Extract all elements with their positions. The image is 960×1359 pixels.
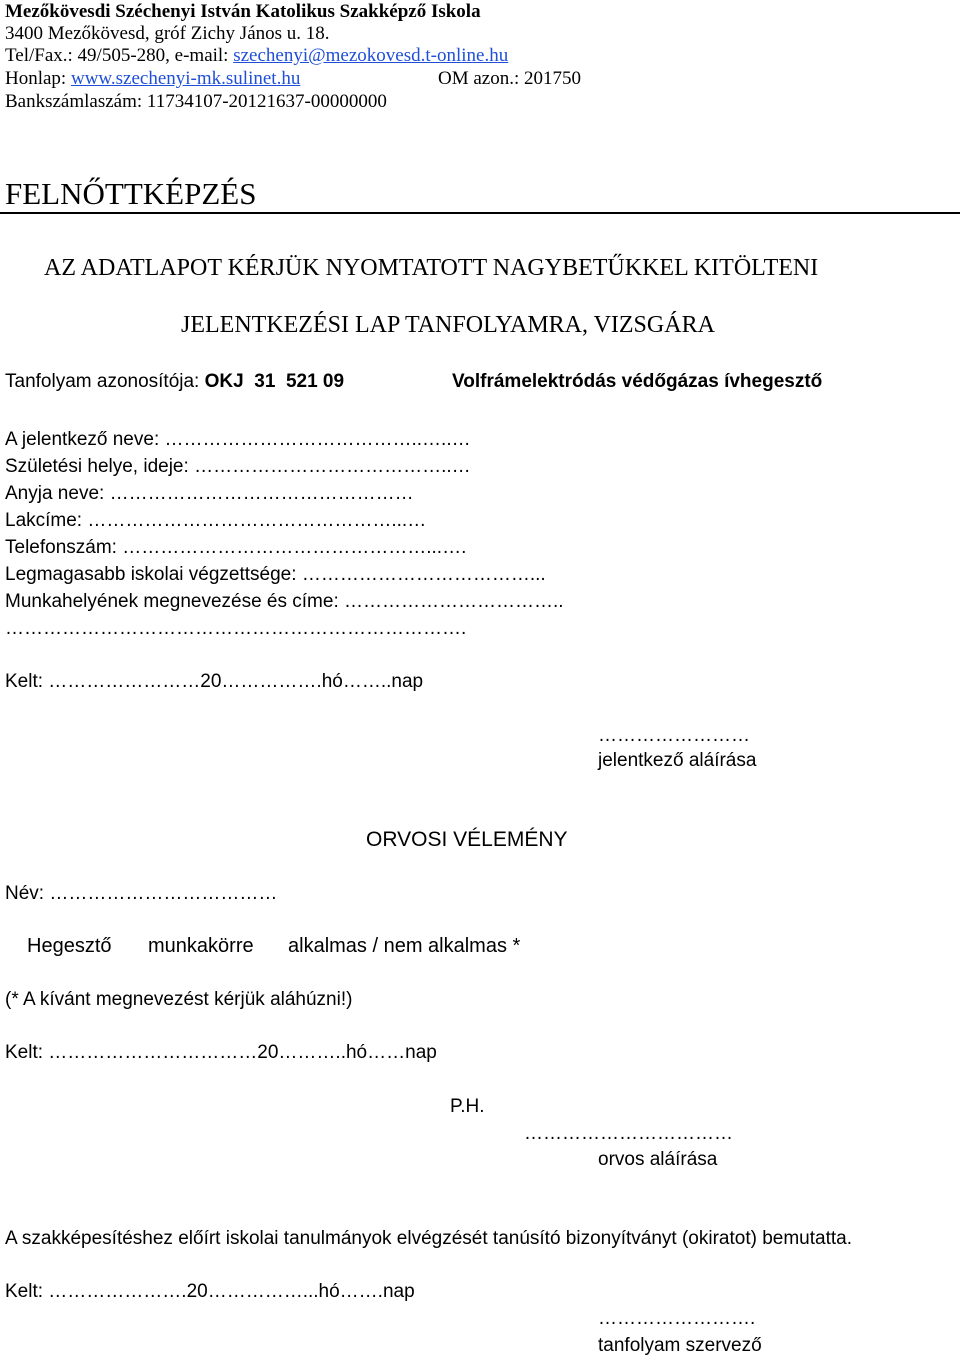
field-label: Lakcíme: [5, 510, 88, 531]
phone-field[interactable] [5, 538, 466, 557]
course-row [5, 372, 344, 391]
doctor-signature-line[interactable]: …………………………… [524, 1123, 733, 1144]
website-link[interactable]: www.szechenyi-mk.sulinet.hu [70, 68, 301, 89]
fill-line: ………………………………………… [109, 483, 414, 504]
fill-line: …………………………………………...… [87, 510, 427, 531]
stamp-placeholder: P.H. [450, 1096, 485, 1117]
field-label: Telefonszám: [5, 537, 123, 558]
school-address: 3400 Mezőkövesd, gróf Zichy János u. 18. [5, 23, 330, 44]
job-label: munkakörre [148, 935, 254, 957]
form-title: JELENTKEZÉSI LAP TANFOLYAMRA, VIZSGÁRA [181, 312, 715, 338]
fitness-verdict[interactable]: alkalmas / nem alkalmas * [288, 935, 521, 957]
contact-line [5, 46, 508, 65]
instruction-text: AZ ADATLAPOT KÉRJÜK NYOMTATOTT NAGYBETŰKKEL KITÖLTENI [44, 255, 819, 281]
telfax-label: Tel/Fax.: 49/505-280, e-mail: [5, 45, 234, 66]
email-link[interactable]: szechenyi@mezokovesd.t-online.hu [233, 45, 509, 66]
date-line-applicant[interactable]: Kelt: ……………………20…………….hó……..nap [5, 671, 424, 692]
school-name: Mezőkövesdi Széchenyi István Katolikus Szakképző Iskola [5, 1, 481, 22]
course-name: Volfrámelektródás védőgázas ívhegesztő [452, 371, 823, 392]
address-field[interactable] [5, 511, 426, 530]
certificate-statement: A szakképesítéshez előírt iskolai tanulmányok elvégzését tanúsító bizonyítványt (okiratot) bemutatta. [5, 1228, 852, 1249]
web-line [5, 69, 300, 88]
mother-name-field[interactable] [5, 484, 414, 503]
job-name: Hegesztő [27, 935, 112, 957]
underline-note: (* A kívánt megnevezést kérjük aláhúzni!) [5, 989, 353, 1010]
fill-line: …………………………………..… [194, 456, 471, 477]
medical-name-line[interactable]: Név: ……………………………… [5, 883, 278, 904]
section-title: FELNŐTTKÉPZÉS [5, 176, 257, 211]
field-label: Legmagasabb iskolai végzettsége: [5, 564, 302, 585]
applicant-signature-label: jelentkező aláírása [598, 750, 757, 771]
education-field[interactable] [5, 565, 546, 584]
field-label: Születési helye, ideje: [5, 456, 195, 477]
field-label: Munkahelyének megnevezése és címe: [5, 591, 345, 612]
fill-line: ………………………………... [301, 564, 546, 585]
fill-line: …………………………………..…..… [164, 429, 471, 450]
doctor-signature-label: orvos aláírása [598, 1149, 718, 1170]
bank-account: Bankszámlaszám: 11734107-20121637-00000000 [5, 91, 387, 112]
field-label: A jelentkező neve: [5, 429, 165, 450]
organizer-signature-line[interactable]: ……………………. [598, 1308, 756, 1329]
date-line-medical[interactable]: Kelt: ……………………………20………..hó……nap [5, 1042, 437, 1063]
course-code: OKJ 31 521 09 [204, 371, 345, 392]
birth-place-date-field[interactable] [5, 457, 471, 476]
field-label: Anyja neve: [5, 483, 110, 504]
om-id: OM azon.: 201750 [438, 68, 582, 89]
workplace-field[interactable] [5, 592, 564, 611]
organizer-signature-label: tanfolyam szervező [598, 1335, 762, 1356]
workplace-continuation-line[interactable]: ………………………………………………………………. [5, 618, 467, 639]
medical-title: ORVOSI VÉLEMÉNY [366, 828, 568, 851]
date-line-organizer[interactable]: Kelt: ………………….20……………...hó…….nap [5, 1281, 415, 1302]
title-divider [0, 212, 960, 214]
web-label: Honlap: [5, 68, 71, 89]
applicant-signature-line[interactable]: …………………… [598, 725, 750, 746]
course-label: Tanfolyam azonosítója: [5, 371, 205, 392]
fill-line: …………………………………………...…. [122, 537, 467, 558]
applicant-name-field[interactable] [5, 430, 471, 449]
fill-line: …………………………….. [344, 591, 564, 612]
